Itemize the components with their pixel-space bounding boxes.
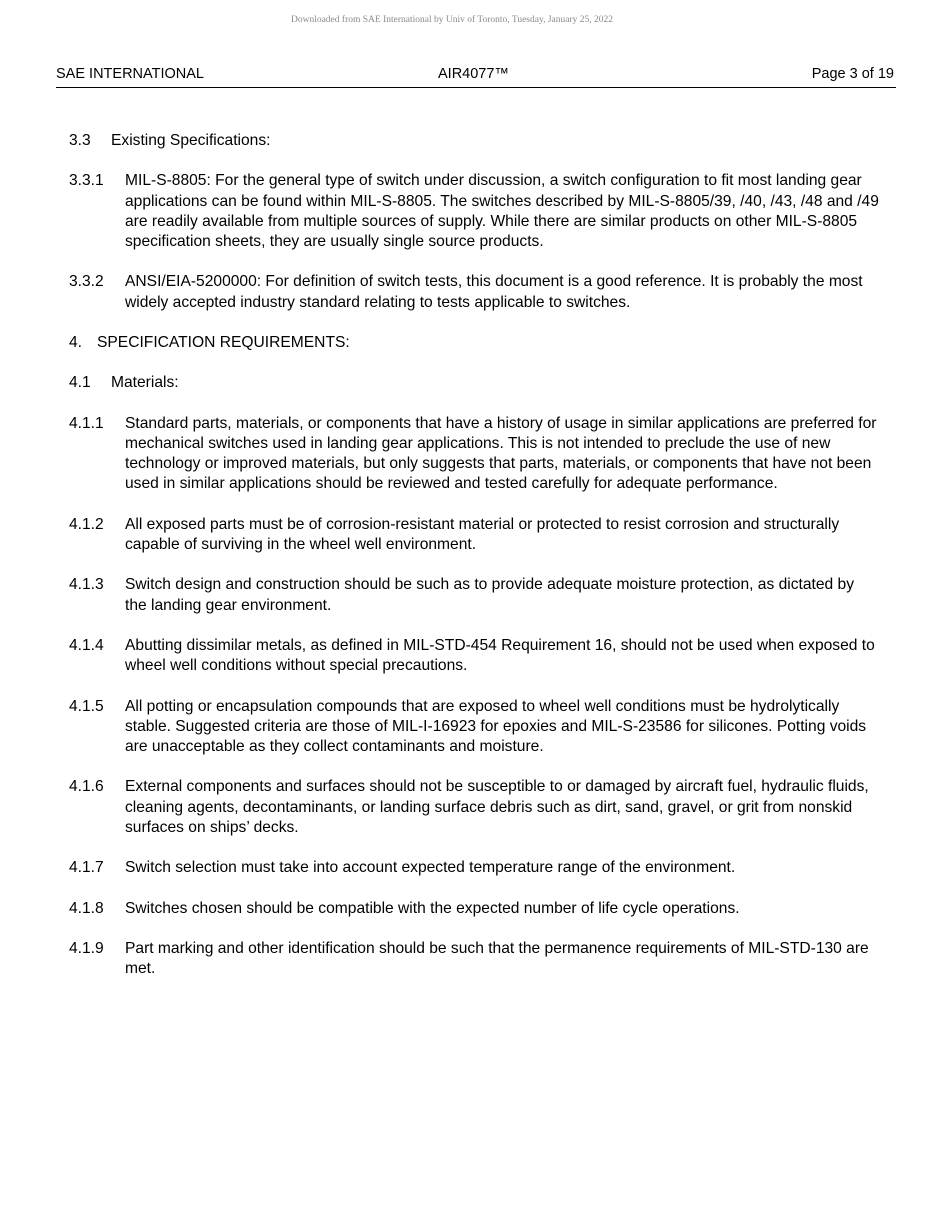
paragraph-number: 4.1.9 [69,939,104,957]
paragraph-number: 4.1.5 [69,697,104,715]
paragraph-number: 4.1.4 [69,636,104,654]
paragraph-4-1-9 [69,939,879,979]
paragraph-4-1-4 [69,636,879,676]
paragraph-text: ANSI/EIA-5200000: For definition of switch tests, this document is a good reference. It is probably the most widely accepted industry standard relating to tests applicable to switches. [125,273,863,311]
paragraph-4-1-5 [69,697,879,758]
paragraph-number: 4.1.6 [69,778,104,796]
section-heading-4-1 [69,373,879,393]
paragraph-text: Switches chosen should be compatible with the expected number of life cycle operations. [125,899,740,917]
paragraph-3-3-1 [69,171,879,252]
paragraph-number: 4.1.8 [69,899,104,917]
header-document-number: AIR4077™ [438,66,509,82]
paragraph-text: External components and surfaces should not be susceptible to or damaged by aircraft fuel, hydraulic fluids, cleaning agents, decontaminants, or landing surface debris such as dirt, sand, gravel, or grit from nonskid surfaces on ships’ decks. [125,778,869,836]
paragraph-text: MIL-S-8805: For the general type of switch under discussion, a switch configuration to fit most landing gear applications can be found within MIL-S-8805. The switches described by MIL-S-8805/39, /40, /43, /48 and /49 are readily available from multiple sources of supply. While there are similar products on other MIL-S-8805 specification sheets, they are usually single source products. [125,172,879,250]
section-title: Existing Specifications: [111,132,271,149]
paragraph-3-3-2 [69,272,879,312]
page-header [56,66,896,88]
paragraph-number: 4.1.3 [69,576,104,594]
paragraph-4-1-2 [69,515,879,555]
header-organization: SAE INTERNATIONAL [56,66,204,82]
section-title: SPECIFICATION REQUIREMENTS: [97,333,350,351]
paragraph-number: 3.3.2 [69,273,104,291]
section-heading-3-3 [69,131,879,151]
section-number: 4. [69,333,83,351]
paragraph-4-1-1 [69,414,879,495]
section-number: 3.3 [69,132,91,149]
paragraph-4-1-3 [69,575,879,615]
section-title: Materials: [111,374,179,392]
paragraph-4-1-7 [69,858,879,878]
paragraph-text: Switch design and construction should be such as to provide adequate moisture protection, as dictated by the landing gear environment. [125,576,855,614]
download-watermark: Downloaded from SAE International by Univ of Toronto, Tuesday, January 25, 2022 [290,15,614,25]
paragraph-text: Part marking and other identification should be such that the permanence requirements of MIL-STD-130 are met. [125,939,869,978]
paragraph-4-1-6 [69,777,879,838]
paragraph-number: 4.1.1 [69,414,104,432]
paragraph-text: Switch selection must take into account expected temperature range of the environment. [125,859,736,877]
paragraph-text: Standard parts, materials, or components that have a history of usage in similar applications are preferred for mechanical switches used in landing gear applications. This is not intended to preclude the use of new technology or improved materials, but only suggests that parts, materials, or components that have not been used in similar applications should be reviewed and tested carefully for adequate performance. [125,414,877,493]
paragraph-number: 3.3.1 [69,172,104,190]
section-number: 4.1 [69,374,91,392]
section-heading-4 [69,333,879,353]
paragraph-number: 4.1.2 [69,515,104,533]
paragraph-text: All potting or encapsulation compounds that are exposed to wheel well conditions must be hydrolytically stable. Suggested criteria are those of MIL-I-16923 for epoxies and MIL-S-23586 for silicones. Potting voids are unacceptable as they collect contaminants and moisture. [125,697,867,755]
paragraph-text: Abutting dissimilar metals, as defined in MIL-STD-454 Requirement 16, should not be used when exposed to wheel well conditions without special precautions. [125,636,875,675]
document-body [69,131,879,1000]
paragraph-4-1-8 [69,899,879,919]
header-page-number: Page 3 of 19 [811,66,894,82]
paragraph-text: All exposed parts must be of corrosion-resistant material or protected to resist corrosion and structurally capable of surviving in the wheel well environment. [125,515,840,553]
paragraph-number: 4.1.7 [69,859,104,877]
